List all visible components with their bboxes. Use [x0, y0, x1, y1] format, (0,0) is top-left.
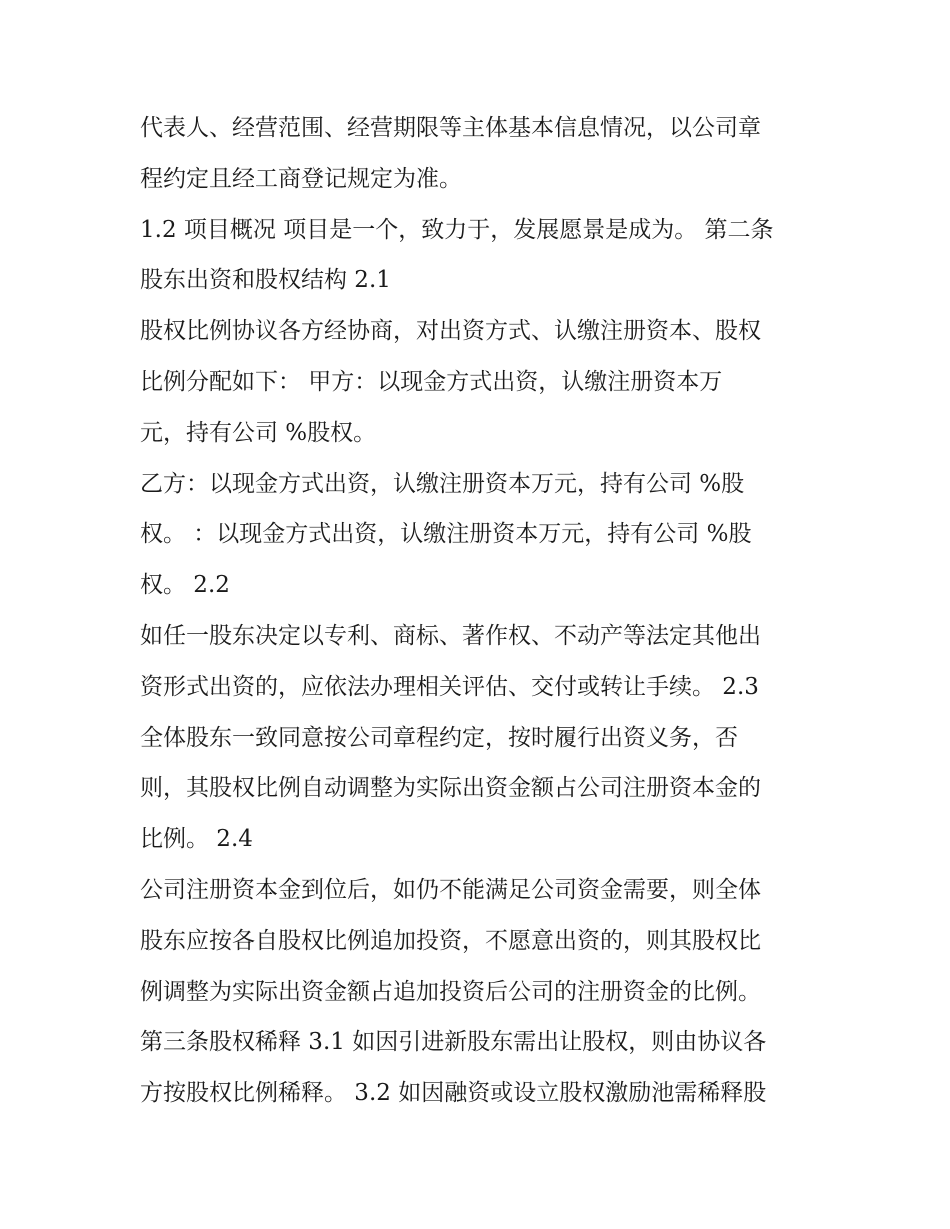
text-line: 第三条股权稀释 3.1 如因引进新股东需出让股权，则由协议各	[140, 1029, 767, 1056]
text-line: 公司注册资本金到位后，如仍不能满足公司资金需要，则全体	[140, 876, 761, 903]
text-line: 程约定且经工商登记规定为准。	[140, 165, 462, 192]
text-line: 例调整为实际出资金额占追加投资后公司的注册资金的比例。	[140, 978, 761, 1005]
text-line: 如任一股东决定以专利、商标、著作权、不动产等法定其他出	[140, 622, 761, 649]
text-line: 元，持有公司 %股权。	[140, 419, 377, 446]
text-line: 比例。 2.4	[140, 826, 253, 853]
text-line: 股权比例协议各方经协商，对出资方式、认缴注册资本、股权	[140, 318, 761, 345]
text-line: 乙方：以现金方式出资，认缴注册资本万元，持有公司 %股	[140, 470, 745, 497]
document-body	[140, 103, 830, 1119]
text-line: 资形式出资的，应依法办理相关评估、交付或转让手续。 2.3	[140, 673, 759, 700]
text-line: 方按股权比例稀释。 3.2 如因融资或设立股权激励池需稀释股	[140, 1080, 767, 1107]
text-line: 股东出资和股权结构 2.1	[140, 267, 391, 294]
text-line: 代表人、经营范围、经营期限等主体基本信息情况，以公司章	[140, 115, 761, 141]
text-line: 权。 ：以现金方式出资，认缴注册资本万元，持有公司 %股	[140, 521, 752, 548]
text-line: 全体股东一致同意按公司章程约定，按时履行出资义务，否	[140, 724, 738, 751]
text-line: 比例分配如下： 甲方：以现金方式出资，认缴注册资本万	[140, 368, 723, 395]
text-line: 股东应按各自股权比例追加投资，不愿意出资的，则其股权比	[140, 927, 761, 954]
text-line: 权。 2.2	[140, 572, 230, 599]
text-line: 1.2 项目概况 项目是一个，致力于，发展愿景是成为。 第二条	[140, 216, 774, 243]
text-line: 则，其股权比例自动调整为实际出资金额占公司注册资本金的	[140, 775, 761, 802]
